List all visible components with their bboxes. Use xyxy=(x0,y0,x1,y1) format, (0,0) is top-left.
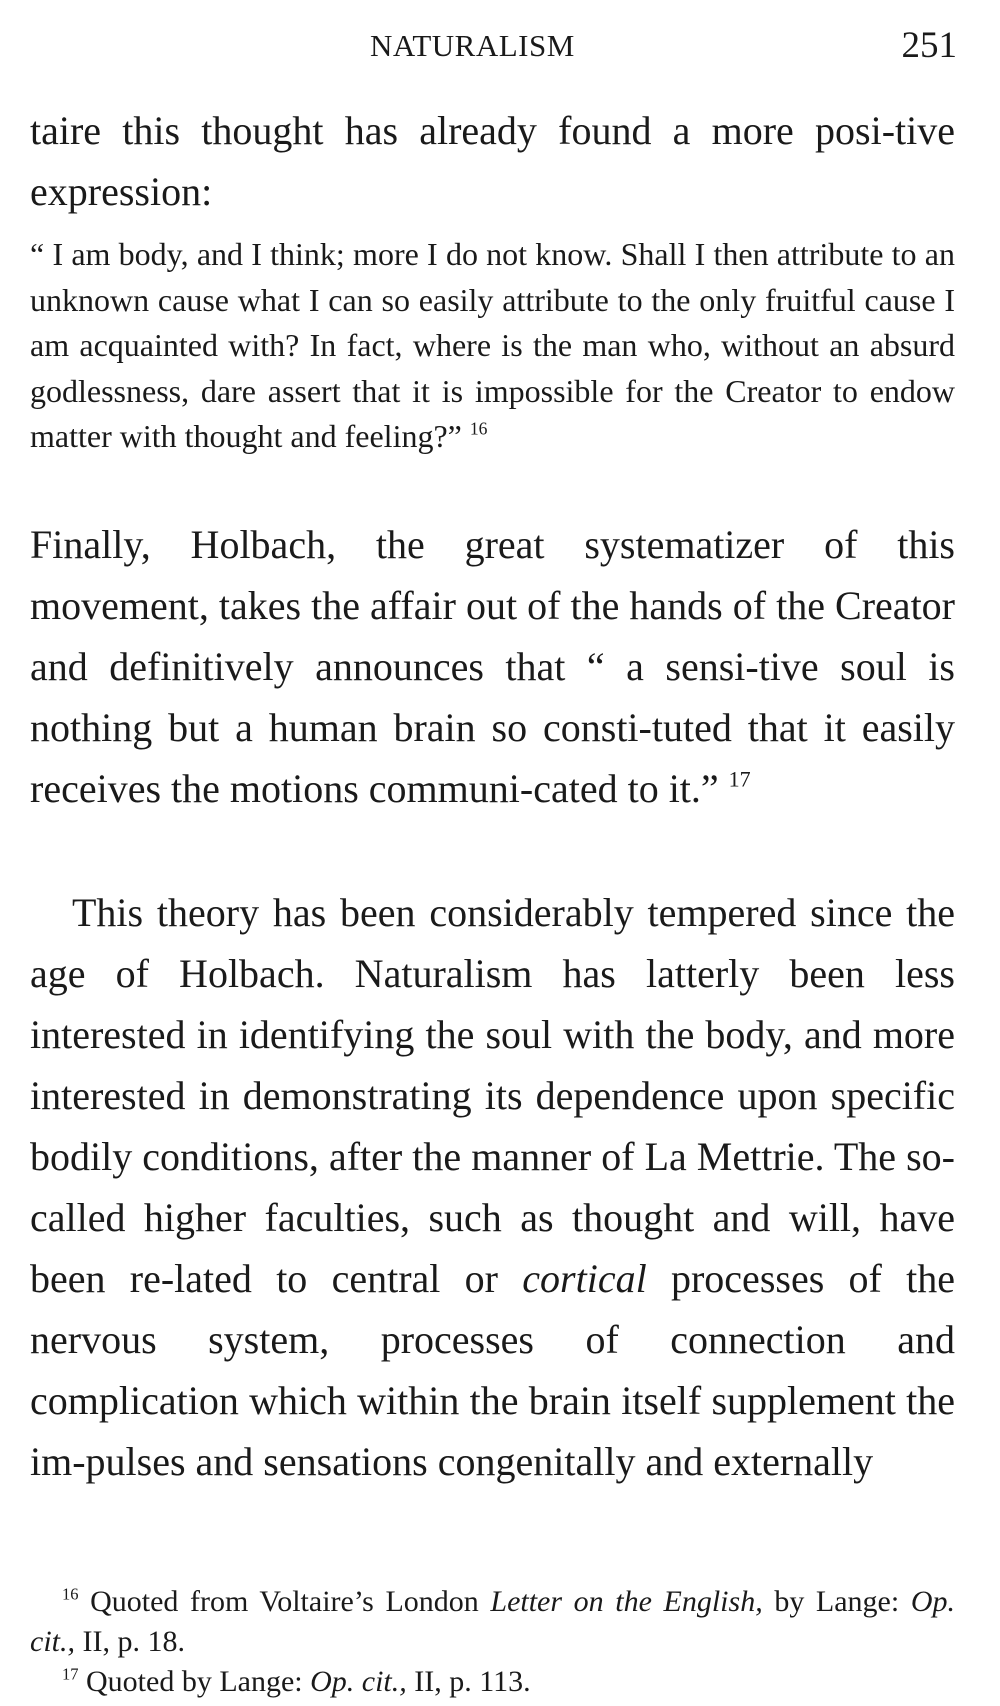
paragraph-1: taire this thought has already found a more posi-tive expression: xyxy=(30,108,955,214)
footnote-16-title: Letter on the English, xyxy=(490,1585,763,1618)
footnote-17-suffix: II, p. 113. xyxy=(414,1665,531,1698)
paragraph-3-part-1: This theory has been considerably tempered since the age of Holbach. Naturalism has latterly been less interested in identifying the soul with the body, and more interested in demonstrating its dependence upon specific bodily conditions, after the manner of La Mettrie. The so-called higher faculties, such as thought and will, have been re-lated to central or xyxy=(30,890,955,1301)
quote-text: “ I am body, and I think; more I do not know. Shall I then attribute to an unknown cause what I can so easily attribute to the only fruitful cause I am acquainted with? In fact, where is the man who, without an absurd godlessness, dare assert that it is impossible for the Creator to endow matter with thought and feeling?” xyxy=(30,236,955,454)
paragraph-3-part-2: processes of the nervous system, processes of connection and complication which within the brain itself supplement the im-pulses and sensations congenitally and externally xyxy=(30,1256,956,1484)
footnote-16 xyxy=(30,1582,955,1662)
footnote-16-number: 16 xyxy=(62,1584,79,1604)
footnote-16-prefix: Quoted from Voltaire’s London xyxy=(90,1585,479,1618)
page-number: 251 xyxy=(901,25,957,66)
footnotes xyxy=(30,1582,955,1702)
emphasis-cortical: cortical xyxy=(522,1256,647,1301)
footnote-17 xyxy=(30,1662,955,1702)
footnote-16-suffix: II, p. 18. xyxy=(82,1625,185,1658)
footnote-ref-16[interactable]: 16 xyxy=(469,418,488,439)
running-head xyxy=(30,22,965,72)
footnote-17-number: 17 xyxy=(62,1664,79,1684)
footnote-16-ref: Op. cit., xyxy=(30,1585,955,1658)
running-title: NATURALISM xyxy=(370,28,575,63)
footnote-ref-17[interactable]: 17 xyxy=(728,766,751,792)
paragraph-3 xyxy=(30,882,955,1492)
paragraph-2-text: Finally, Holbach, the great systematizer of this movement, takes the affair out of the hands of the Creator and definitively announces that “ a sensi-tive soul is nothing but a human brain so consti-tuted that it easily receives the motions communi-cated to it.” xyxy=(30,522,955,811)
footnote-17-prefix: Quoted by Lange: xyxy=(86,1665,303,1698)
paragraph-2 xyxy=(30,514,955,819)
footnote-16-middle: by Lange: xyxy=(774,1585,900,1618)
footnote-17-ref: Op. cit., xyxy=(310,1665,407,1698)
block-quote xyxy=(30,232,955,460)
